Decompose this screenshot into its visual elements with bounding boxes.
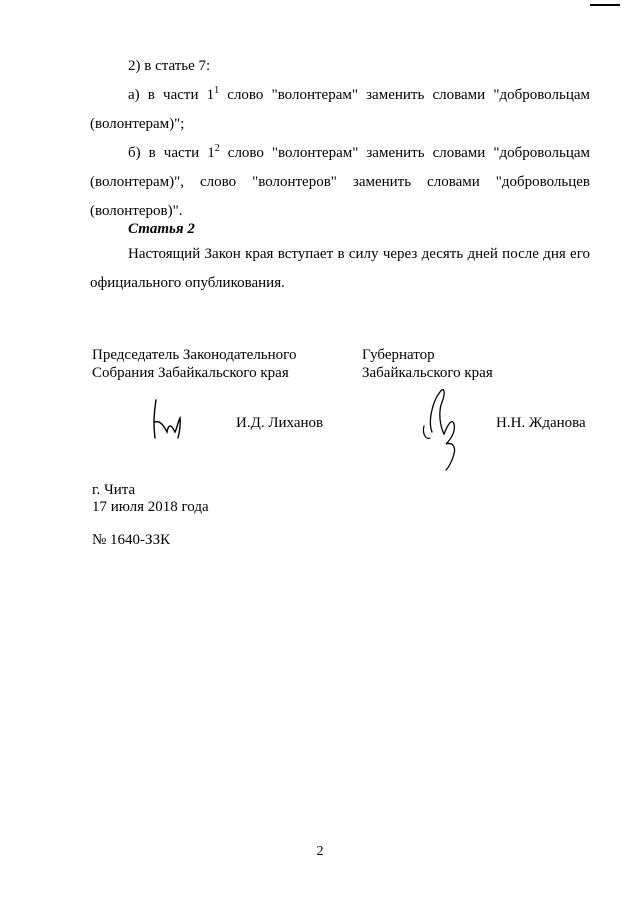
item-b-paragraph: б) в части $1^2$ слово "волонтерам" заменить словами "добровольцам (волонтерам)", слово "волонтеров" заменить словами "добровольцев (волонтеров)".	[90, 143, 590, 219]
left-signatory-title-1: Председатель Законодательного	[92, 347, 297, 363]
left-signatory-name: И.Д. Лиханов	[236, 415, 324, 431]
article-2-text: Настоящий Закон края вступает в силу через десять дней после дня его официального опубликования.	[90, 246, 590, 291]
right-signatory-title-1: Губернатор	[362, 347, 435, 363]
top-edge-mark	[590, 4, 620, 6]
right-signatory-name: Н.Н. Жданова	[496, 415, 586, 431]
document-date: 17 июля 2018 года	[92, 499, 209, 515]
right-signatory-title-2: Забайкальского края	[362, 365, 493, 381]
city: г. Чита	[92, 482, 136, 498]
item-a-paragraph: а) в части $1^1$ слово "волонтерам" заменить словами "добровольцам (волонтерам)";	[90, 85, 590, 132]
article-2-heading: Статья 2	[128, 221, 195, 237]
left-signature-image	[145, 398, 190, 443]
document-number: № 1640-ЗЗК	[92, 532, 171, 548]
item-2-line: 2) в статье 7:	[128, 58, 211, 74]
right-signature-image	[418, 382, 468, 472]
page-number: 2	[316, 844, 324, 859]
left-signatory-title-2: Собрания Забайкальского края	[92, 365, 289, 381]
